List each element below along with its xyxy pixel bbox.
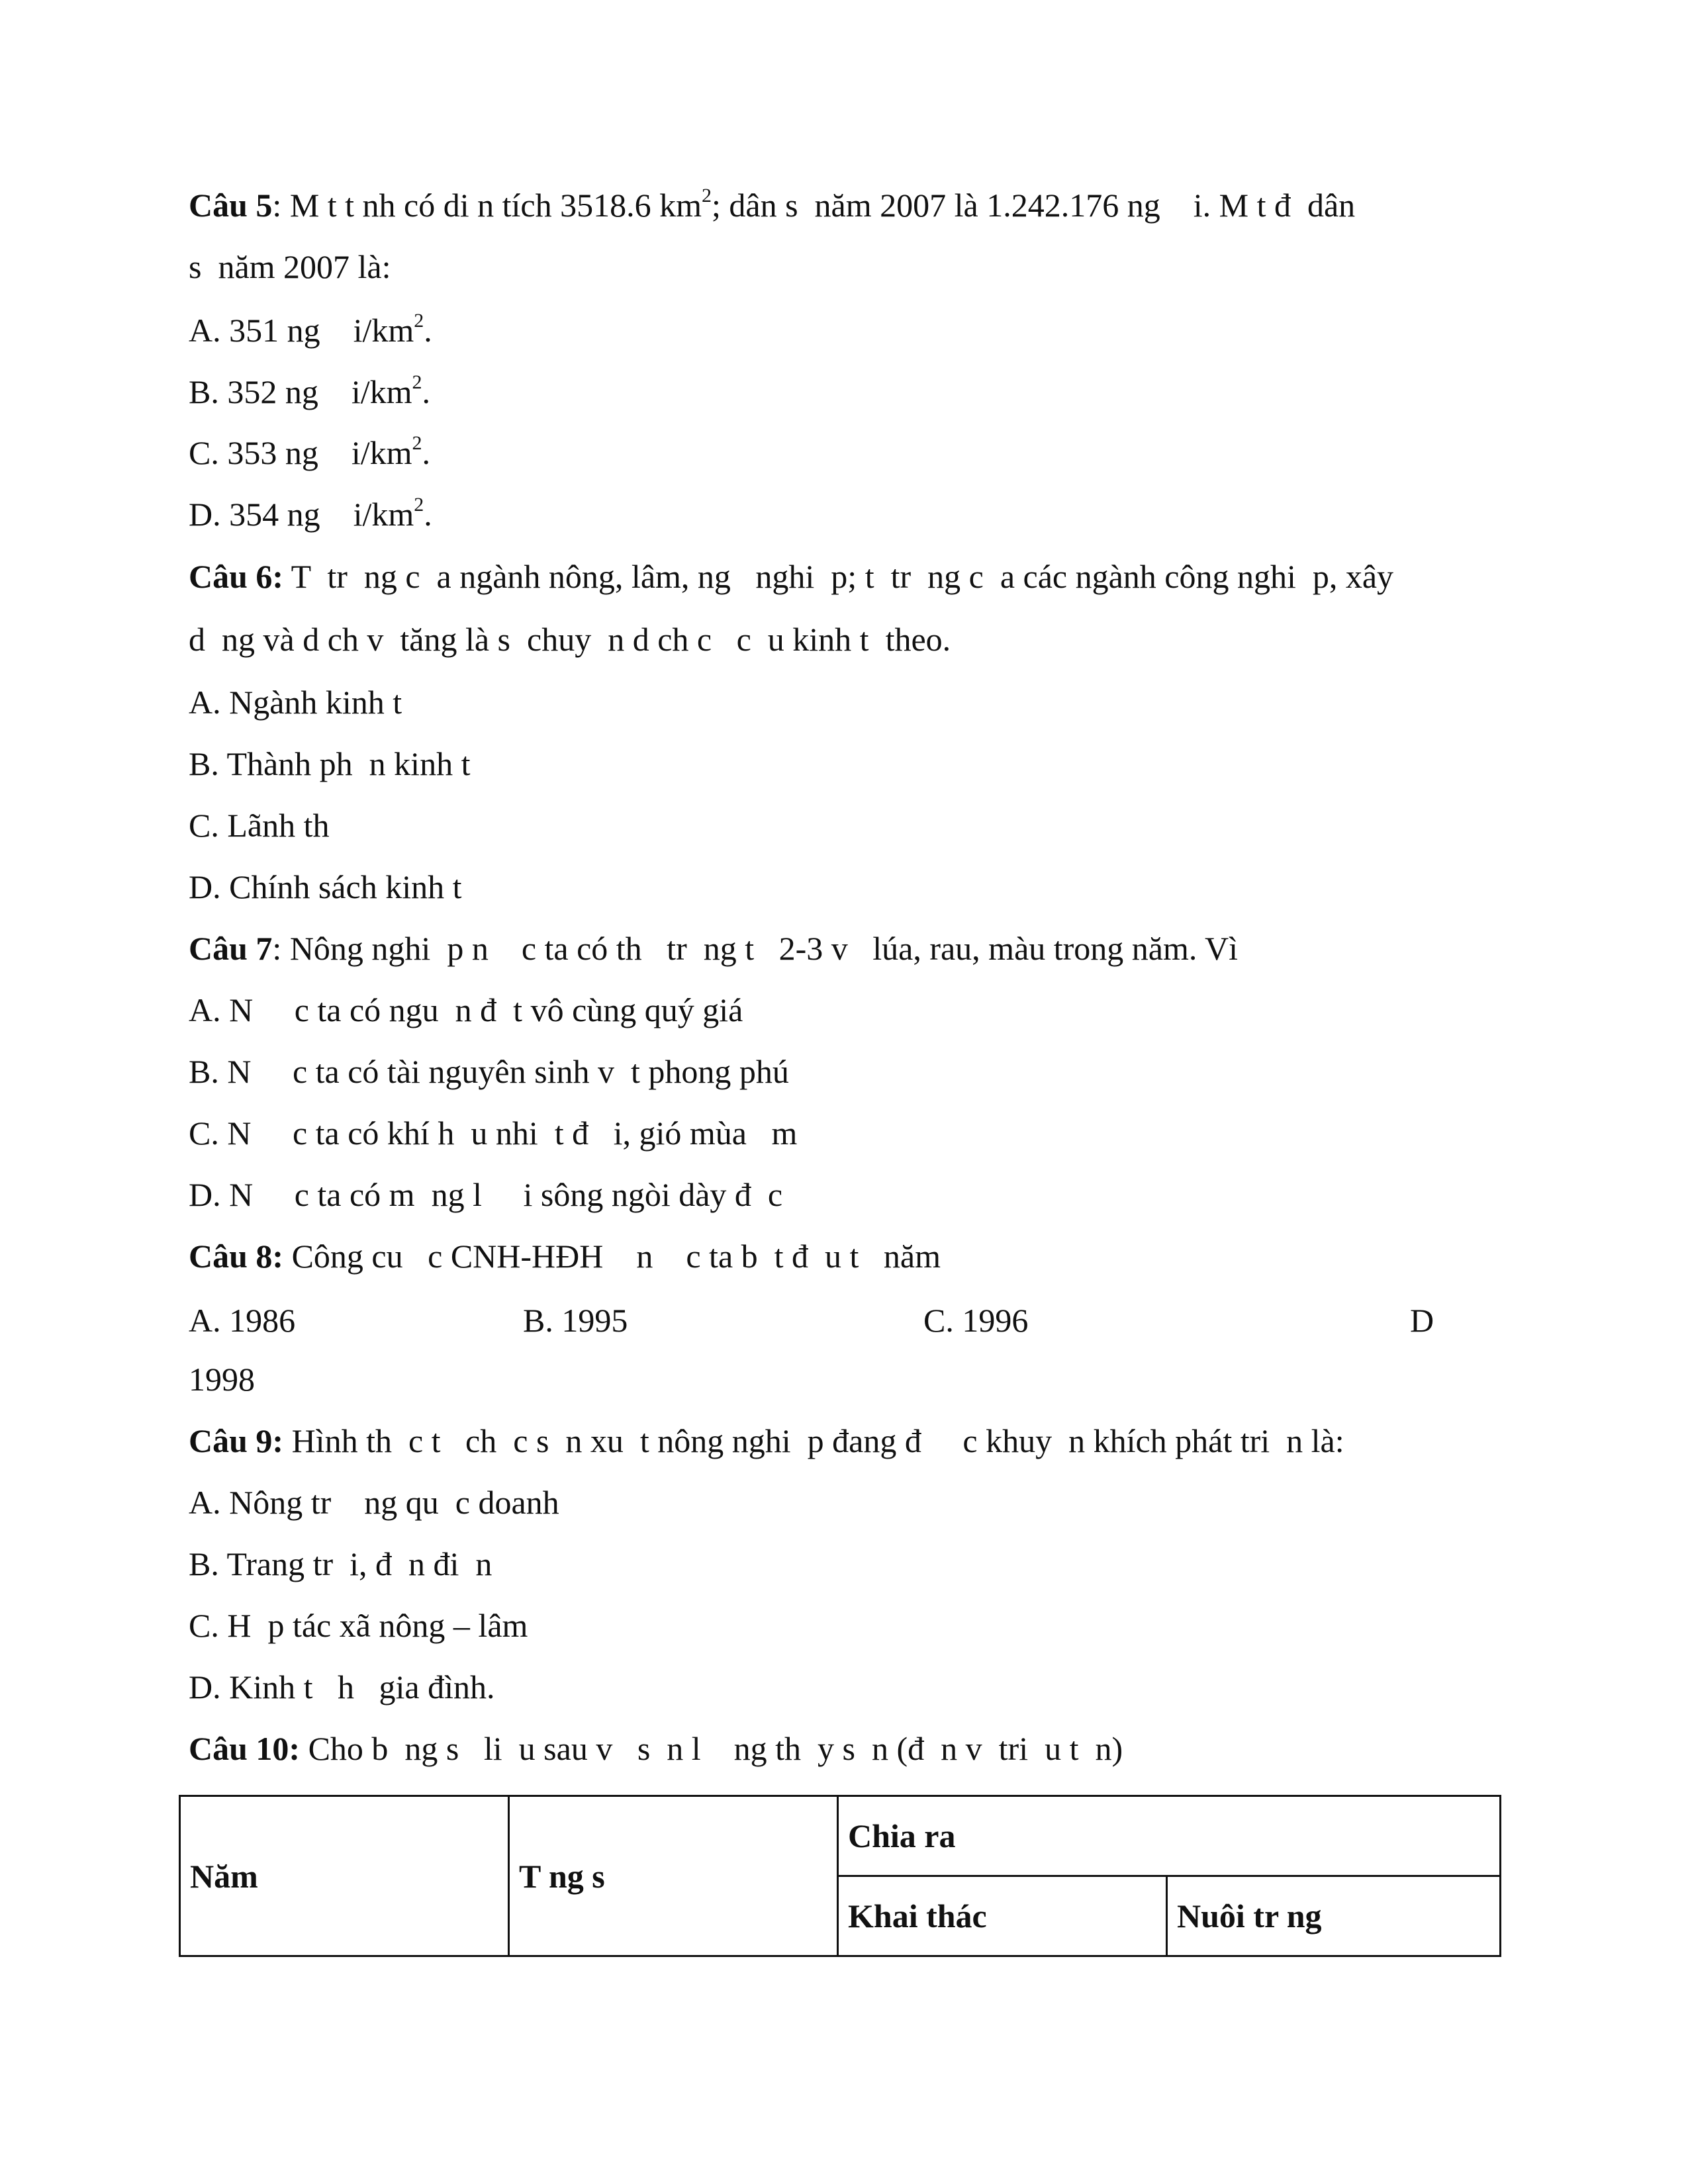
q9-option-a: A. Nông tr ng qu c doanh — [189, 1484, 559, 1521]
q7-option-d: D. N c ta có m ng l i sông ngòi dày đ c — [189, 1176, 783, 1213]
option-text: C. 353 ng i/km — [189, 434, 412, 471]
q7-text: : Nông nghi p n c ta có th tr ng t 2-3 v lúa, rau, màu trong năm. Vì — [272, 930, 1238, 967]
q5-line2: s năm 2007 là: — [189, 248, 391, 285]
q6-option-a: A. Ngành kinh t — [189, 684, 402, 721]
q9-option-b: B. Trang tr i, đ n đi n — [189, 1545, 492, 1582]
option-text: B. 352 ng i/km — [189, 373, 412, 410]
q7-option-a: A. N c ta có ngu n đ t vô cùng quý giá — [189, 991, 743, 1028]
q6-label: Câu 6: — [189, 558, 284, 595]
header-farm: Nuôi tr ng — [1167, 1876, 1501, 1956]
q8-label: Câu 8: — [189, 1238, 284, 1275]
q5-option-c — [189, 432, 431, 471]
header-split: Chia ra — [838, 1796, 1501, 1876]
option-text: D. 354 ng i/km — [189, 496, 414, 533]
q6-text: T tr ng c a ngành nông, lâm, ng nghi p; t tr ng c a các ngành công nghi p, xây — [283, 558, 1394, 595]
q7-label: Câu 7 — [189, 930, 273, 967]
q7-option-c: C. N c ta có khí h u nhi t đ i, gió mùa m — [189, 1115, 798, 1152]
q9-label: Câu 9: — [189, 1422, 284, 1459]
header-catch: Khai thác — [838, 1876, 1167, 1956]
option-sup: 2 — [412, 432, 422, 454]
q9-option-d: D. Kinh t h gia đình. — [189, 1668, 495, 1706]
q9-option-c: C. H p tác xã nông – lâm — [189, 1607, 528, 1644]
q5-option-a — [189, 310, 432, 349]
option-end: . — [424, 496, 432, 533]
q7-line1 — [189, 932, 1238, 965]
q8-option-a: A. 1986 — [189, 1302, 296, 1339]
header-total: T ng s — [509, 1796, 838, 1956]
data-table — [179, 1795, 1501, 1957]
option-sup: 2 — [414, 494, 424, 516]
option-end: . — [422, 434, 431, 471]
option-end: . — [424, 312, 432, 349]
option-end: . — [422, 373, 431, 410]
q5-label: Câu 5 — [189, 187, 273, 224]
q5-option-b — [189, 371, 431, 410]
header-year: Năm — [180, 1796, 509, 1956]
q8-option-d: D — [1410, 1302, 1434, 1339]
q9-line1 — [189, 1424, 1344, 1457]
q10-line1 — [189, 1732, 1123, 1765]
q6-line2: d ng và d ch v tăng là s chuy n d ch c c u kinh t theo. — [189, 621, 951, 658]
q8-option-c: C. 1996 — [923, 1302, 1029, 1339]
q6-line1 — [189, 560, 1393, 593]
option-sup: 2 — [414, 310, 424, 332]
q7-option-b: B. N c ta có tài nguyên sinh v t phong phú — [189, 1053, 789, 1090]
q5-sup: 2 — [702, 185, 712, 206]
q8-text: Công cu c CNH-HĐH n c ta b t đ u t năm — [283, 1238, 941, 1275]
q10-text: Cho b ng s li u sau v s n l ng th y s n (đ n v tri u t n) — [300, 1730, 1123, 1767]
q5-text-b: ; dân s năm 2007 là 1.242.176 ng i. M t đ dân — [712, 187, 1356, 224]
q8-line1 — [189, 1240, 941, 1273]
q5-text: : M t t nh có di n tích 3518.6 km — [272, 187, 702, 224]
q8-option-d-wrap: 1998 — [189, 1361, 255, 1398]
q8-option-b: B. 1995 — [523, 1302, 628, 1339]
q6-option-b: B. Thành ph n kinh t — [189, 745, 471, 782]
option-text: A. 351 ng i/km — [189, 312, 414, 349]
q5-option-d — [189, 494, 432, 533]
q6-option-d: D. Chính sách kinh t — [189, 868, 462, 905]
q9-text: Hình th c t ch c s n xu t nông nghi p đang đ c khuy n khích phát tri n là: — [283, 1422, 1344, 1459]
q5-line1 — [189, 185, 1356, 224]
q6-option-c: C. Lãnh th — [189, 807, 330, 844]
option-sup: 2 — [412, 371, 422, 393]
q10-label: Câu 10: — [189, 1730, 301, 1767]
